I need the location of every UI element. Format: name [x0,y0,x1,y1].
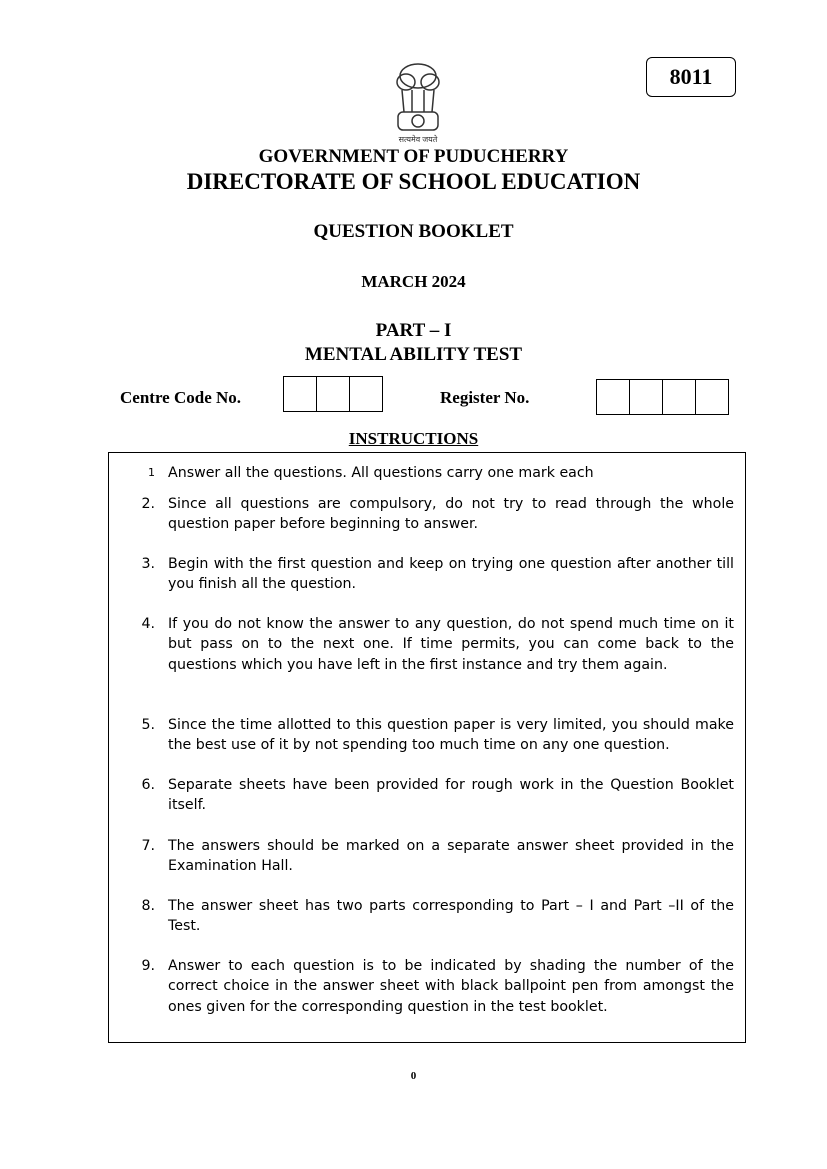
instruction-number: 2. [141,496,155,512]
test-title: MENTAL ABILITY TEST [304,344,523,365]
instruction-text: Since the time allotted to this question paper is very limited, you should make the best use of it by not spending too much time on any one question. [168,717,734,754]
national-emblem-icon [390,60,446,146]
instruction-text: Separate sheets have been provided for rough work in the Question Booklet itself. [168,777,734,814]
instruction-text: The answer sheet has two parts corresponding to Part – I and Part –II of the Test. [168,898,734,935]
instructions-title: INSTRUCTIONS [348,429,479,448]
centre-code-label: Centre Code No. [120,388,242,407]
booklet-title: QUESTION BOOKLET [313,221,514,242]
part-title: PART – I [375,320,452,341]
instruction-number: 6. [141,777,155,793]
register-label: Register No. [440,388,530,407]
instruction-text: Answer to each question is to be indicated by shading the number of the correct choice in the answer sheet with black ballpoint pen from amongst the ones given for the corresponding question in the test booklet. [168,958,734,1015]
instruction-number: 4. [141,616,155,632]
instruction-number: 9. [141,958,155,974]
emblem-motto: सत्यमेव जयते [398,135,438,144]
instruction-number: 5. [141,717,155,733]
directorate-title: DIRECTORATE OF SCHOOL EDUCATION [186,169,641,194]
government-title: GOVERNMENT OF PUDUCHERRY [258,146,569,167]
instruction-text: Begin with the first question and keep on trying one question after another till you finish all the question. [168,556,734,593]
register-number-boxes[interactable] [596,379,729,415]
page-number: 0 [410,1070,417,1082]
booklet-code: 8011 [646,57,736,97]
instruction-text: The answers should be marked on a separate answer sheet provided in the Examination Hall. [168,838,734,875]
instruction-number: 3. [141,556,155,572]
instructions-box [108,452,746,1043]
instruction-number: 7. [141,838,155,854]
instruction-text: Answer all the questions. All questions carry one mark each [168,465,594,481]
instruction-text: If you do not know the answer to any question, do not spend much time on it but pass on to the next one. If time permits, you can come back to the questions which you have left in the first instance and try them again. [168,616,734,673]
instruction-number: 8. [141,898,155,914]
centre-code-boxes[interactable] [283,376,383,412]
exam-date: MARCH 2024 [361,272,466,291]
instruction-number: 1 [148,466,155,479]
instruction-text: Since all questions are compulsory, do not try to read through the whole question paper before beginning to answer. [168,496,734,533]
